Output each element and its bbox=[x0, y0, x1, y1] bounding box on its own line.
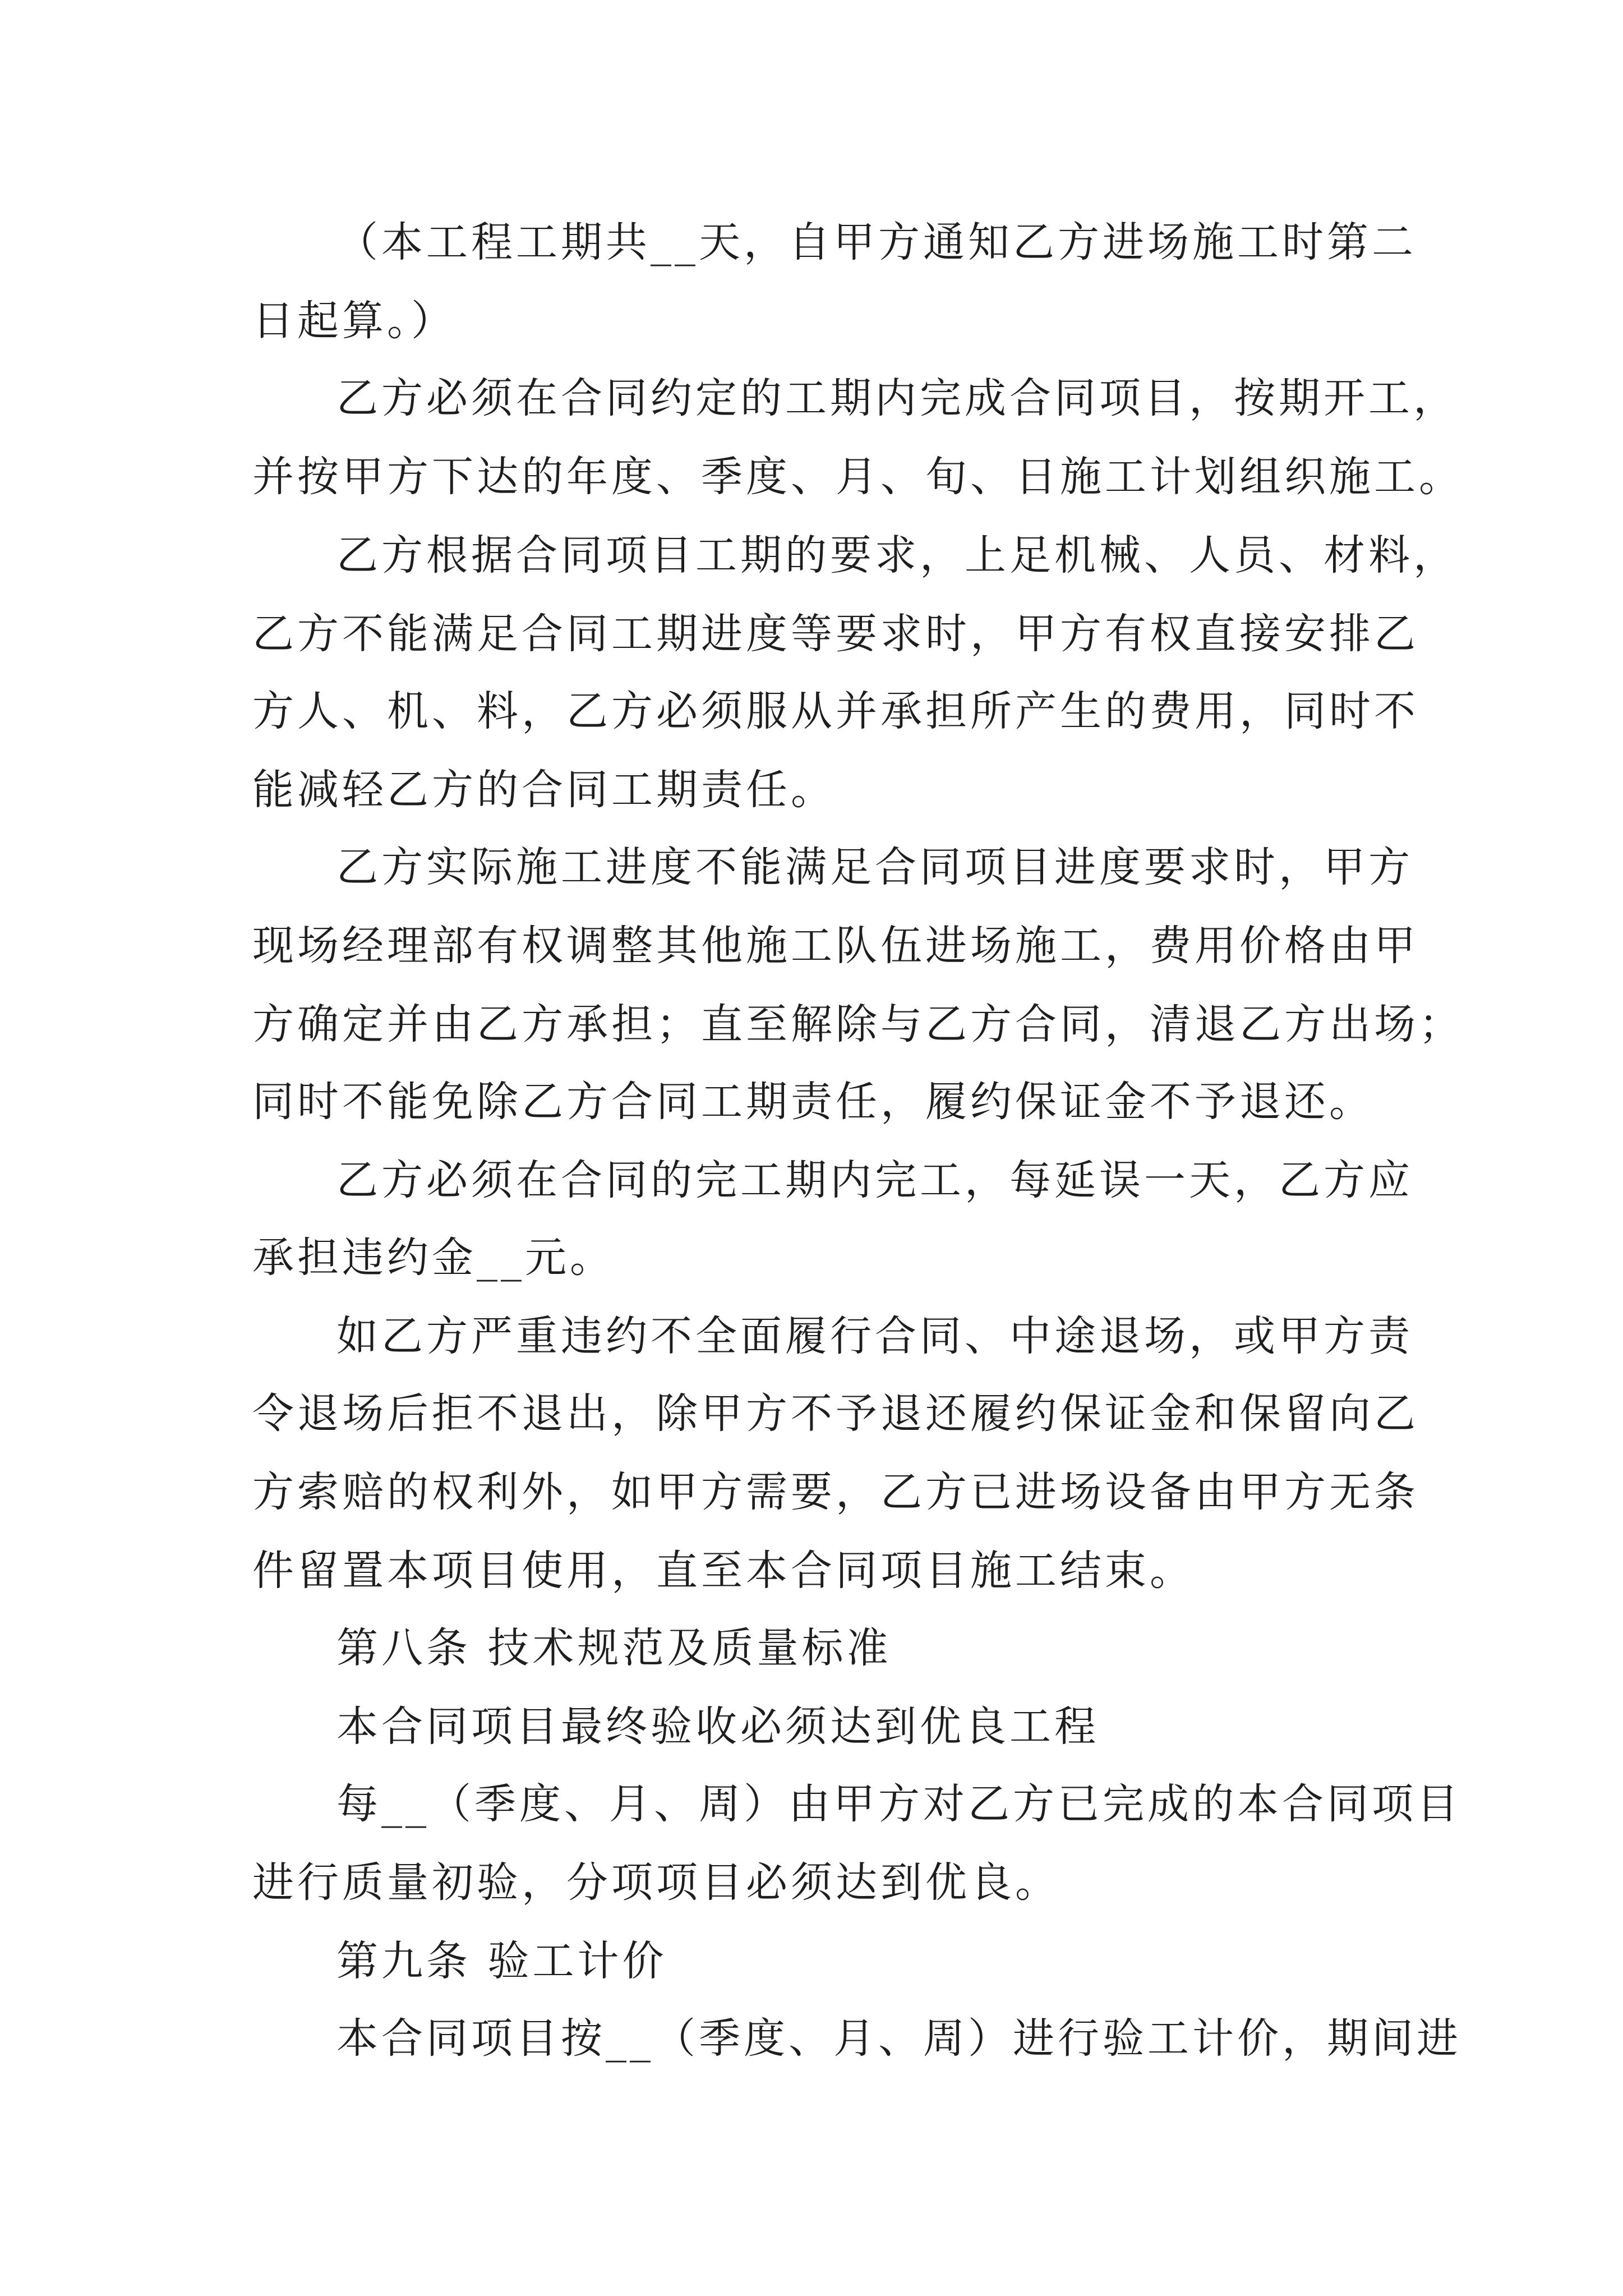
text-line: 同时不能免除乙方合同工期责任，履约保证金不予退还。 bbox=[252, 1078, 1374, 1126]
text-line: 方索赔的权利外，如甲方需要，乙方已进场设备由甲方无条 bbox=[252, 1468, 1419, 1516]
text-line: 乙方根据合同项目工期的要求，上足机械、人员、材料， bbox=[336, 531, 1458, 579]
text-line: 乙方实际施工进度不能满足合同项目进度要求时，甲方 bbox=[336, 843, 1413, 891]
text-line: 承担违约金__元。 bbox=[252, 1234, 615, 1282]
text-line: 日起算。） bbox=[252, 297, 456, 345]
text-line: 进行质量初验，分项项目必须达到优良。 bbox=[252, 1858, 1060, 1907]
text-line: 并按甲方下达的年度、季度、月、旬、日施工计划组织施工。 bbox=[252, 453, 1464, 501]
text-line: 件留置本项目使用，直至本合同项目施工结束。 bbox=[252, 1547, 1195, 1595]
text-line: 方人、机、料，乙方必须服从并承担所产生的费用，同时不 bbox=[252, 687, 1419, 735]
text-line: 如乙方严重违约不全面履行合同、中途退场，或甲方责 bbox=[336, 1312, 1413, 1360]
section-heading: 第八条 技术规范及质量标准 bbox=[336, 1624, 892, 1672]
text-line: 令退场后拒不退出，除甲方不予退还履约保证金和保留向乙 bbox=[252, 1389, 1419, 1438]
text-line: 能减轻乙方的合同工期责任。 bbox=[252, 766, 836, 814]
text-line: 现场经理部有权调整其他施工队伍进场施工，费用价格由甲 bbox=[252, 922, 1419, 970]
text-line: 方确定并由乙方承担；直至解除与乙方合同，清退乙方出场； bbox=[252, 1000, 1464, 1048]
text-line: 本合同项目最终验收必须达到优良工程 bbox=[336, 1703, 1099, 1751]
text-line: 本合同项目按__（季度、月、周）进行验工计价，期间进 bbox=[336, 2014, 1461, 2063]
text-line: 每__（季度、月、周）由甲方对乙方已完成的本合同项目 bbox=[336, 1780, 1461, 1828]
text-line: 乙方必须在合同的完工期内完工，每延误一天，乙方应 bbox=[336, 1156, 1413, 1204]
text-line: 乙方不能满足合同工期进度等要求时，甲方有权直接安排乙 bbox=[252, 610, 1419, 658]
text-line: 乙方必须在合同约定的工期内完成合同项目，按期开工， bbox=[336, 374, 1458, 422]
section-heading: 第九条 验工计价 bbox=[336, 1937, 667, 1985]
text-line: （本工程工期共__天，自甲方通知乙方进场施工时第二 bbox=[336, 218, 1417, 266]
